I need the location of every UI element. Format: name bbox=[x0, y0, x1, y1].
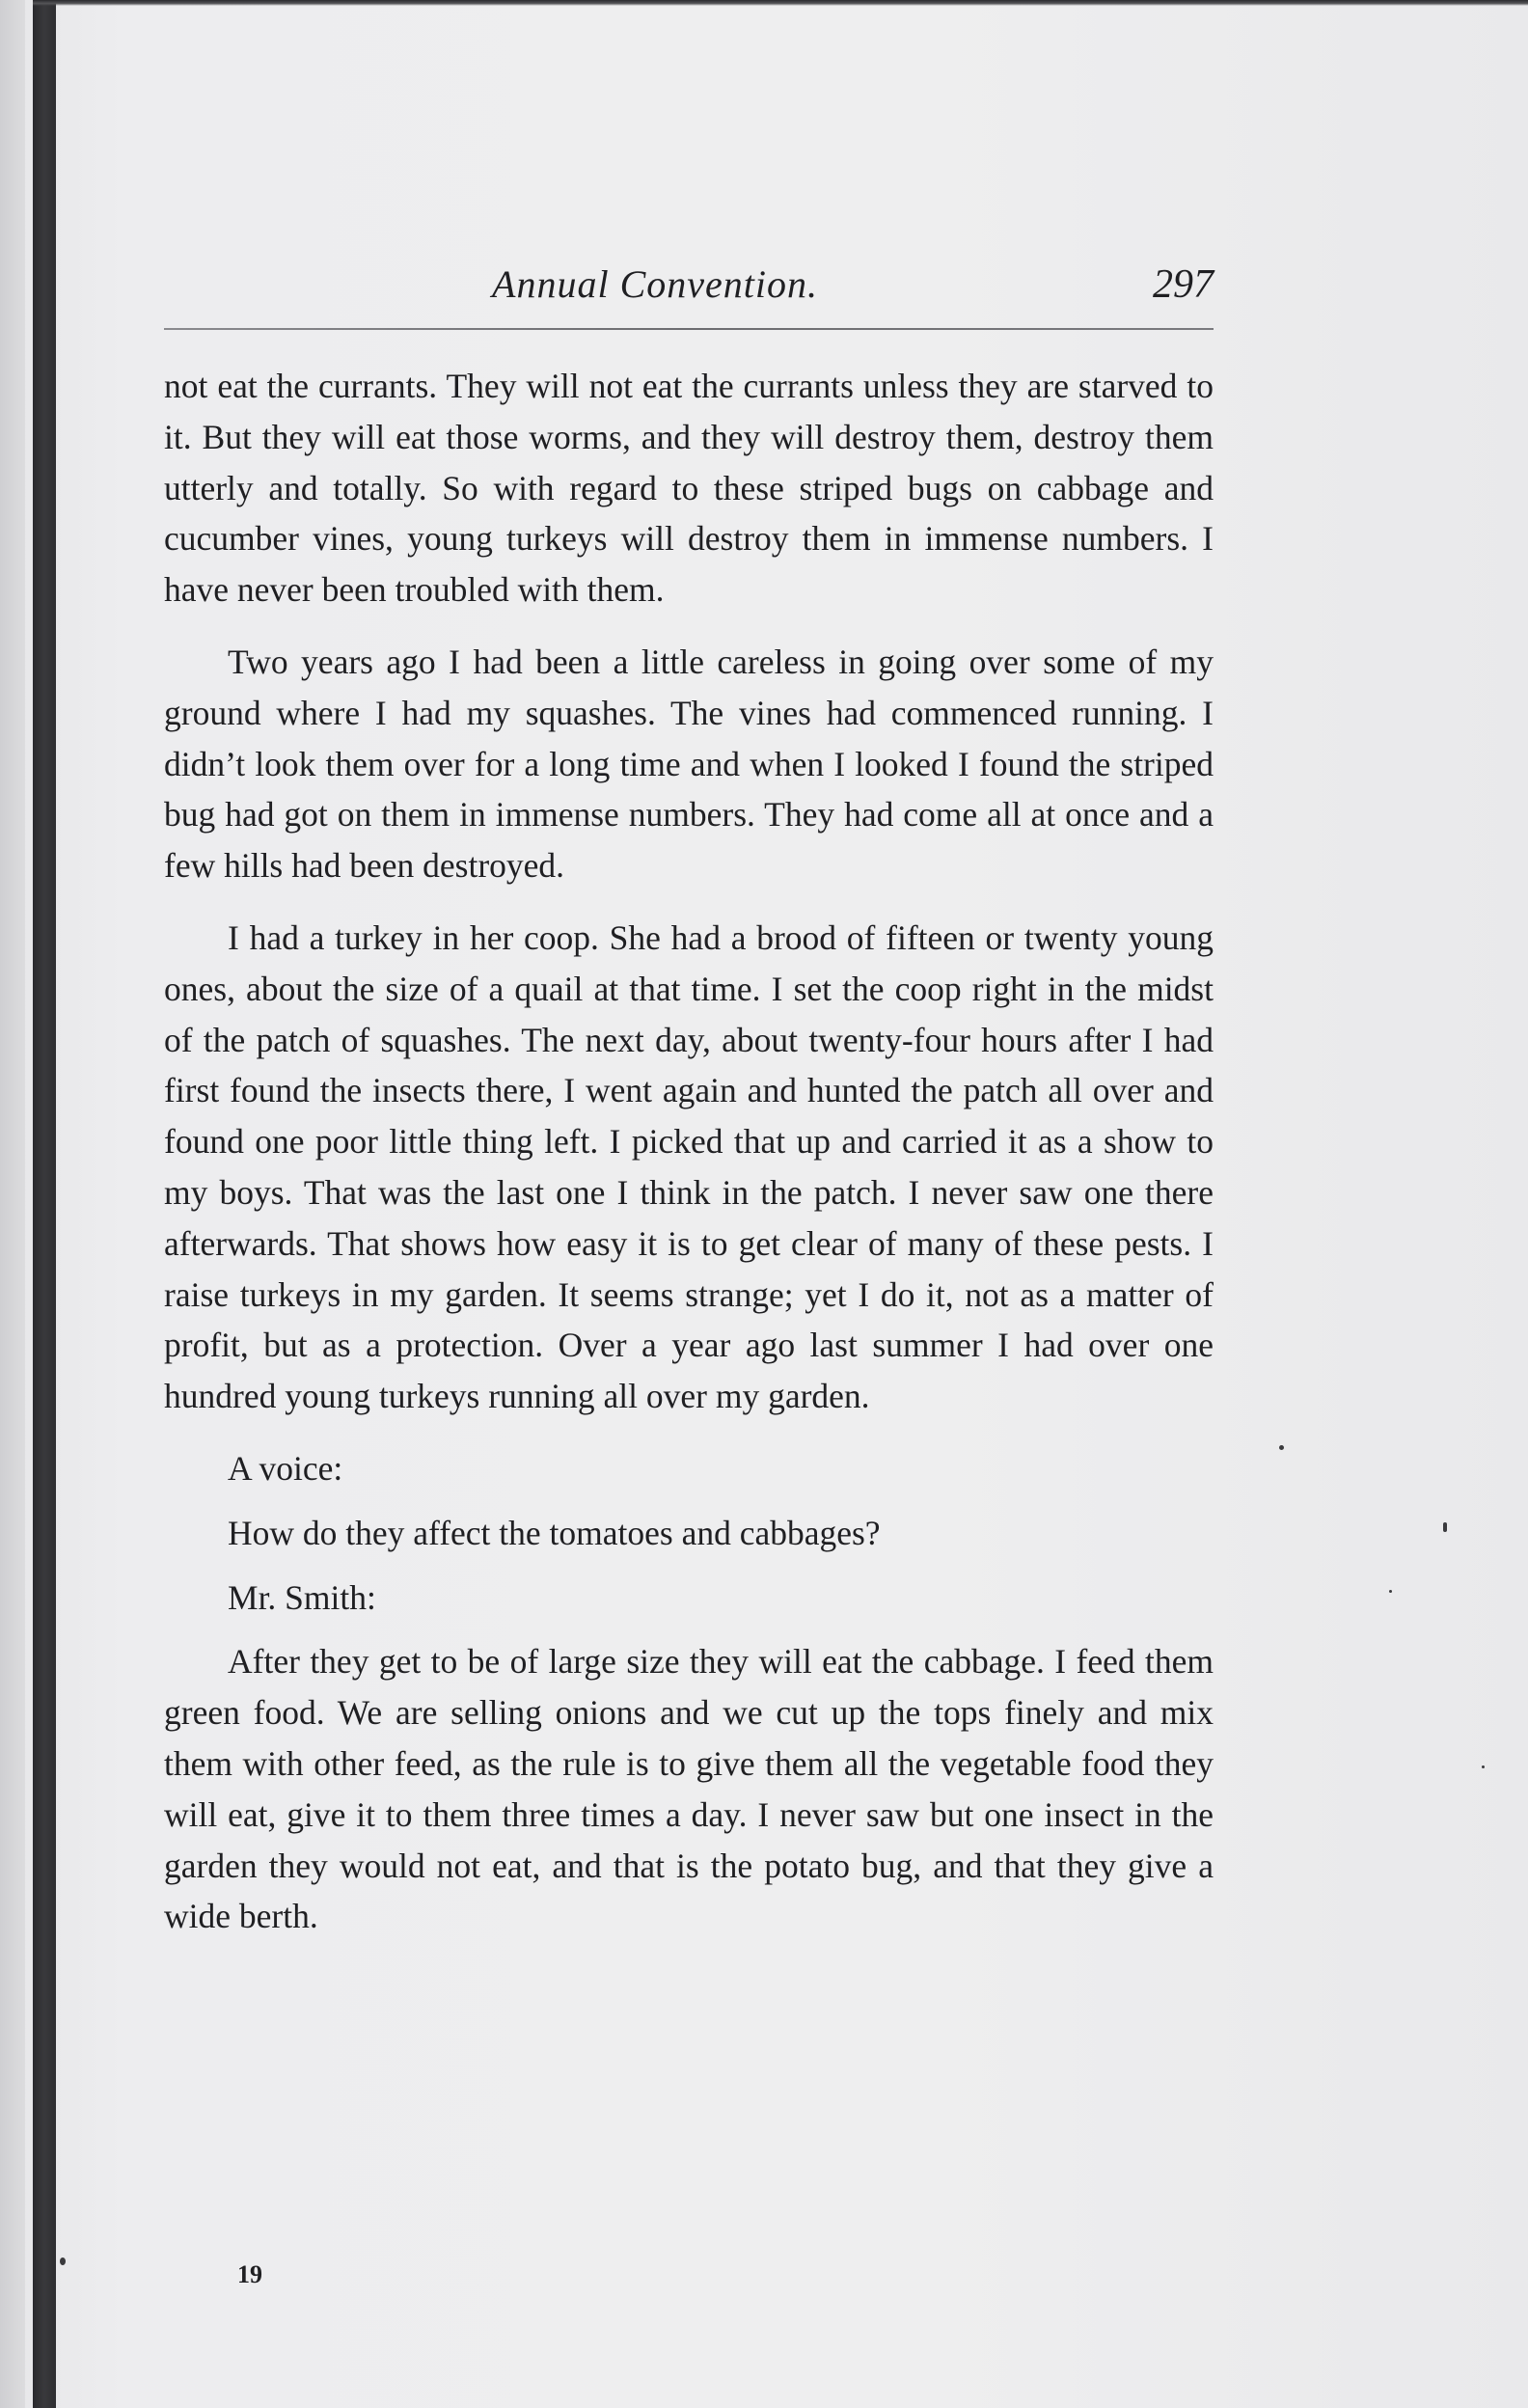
paragraph-continued: not eat the currants. They will not eat the currants unless they are starved to it. But they will eat those worms, and they will destroy them, destroy them utterly and totally. So with regard to these striped bugs on cabbage and cucumber vines, young turkeys will destroy them in immense numbers. I have never been troubled with them. bbox=[164, 367, 1214, 610]
binding-shadow bbox=[0, 0, 25, 2408]
paper-speck bbox=[1279, 1445, 1284, 1450]
paper-speck bbox=[1482, 1765, 1485, 1768]
running-title: Annual Convention. bbox=[492, 262, 818, 306]
running-head bbox=[164, 260, 1214, 328]
signature-mark: 19 bbox=[237, 2260, 262, 2288]
paragraph-squashes: Two years ago I had been a little careless in going over some of my ground where I had my squashes. The vines had commenced running. I didn’t look them over for a long time and when I looked I found the striped bug had got on them in immense numbers. They had come all at once and a few hills had been destroyed. bbox=[164, 642, 1214, 886]
speaker-label-smith: Mr. Smith: bbox=[228, 1577, 376, 1617]
speaker-label-voice: A voice: bbox=[228, 1448, 343, 1488]
book-binding-edge bbox=[33, 0, 56, 2408]
page-top-edge bbox=[33, 0, 1528, 6]
page-number: 297 bbox=[1153, 262, 1214, 307]
header-rule bbox=[164, 328, 1214, 330]
paragraph-turkey-coop: I had a turkey in her coop. She had a brood of fifteen or twenty young ones, about the size of a quail at that time. I set the coop right in the midst of the patch of squashes. The next day, about twenty-four hours after I had first found the insects there, I went again and hunted the patch all over and found one poor little thing left. I picked that up and carried it as a show to my boys. That was the last one I think in the patch. I never saw one there afterwards. That shows how easy it is to get clear of many of these pests. I raise turkeys in my garden. It seems strange; yet I do it, not as a matter of profit, but as a protection. Over a year ago last summer I had over one hundred young turkeys running all over my garden. bbox=[164, 917, 1214, 1416]
audience-question: How do they affect the tomatoes and cabbages? bbox=[228, 1513, 881, 1552]
paragraph-answer: After they get to be of large size they will eat the cabbage. I feed them green food. We are selling onions and we cut up the tops finely and mix them with other feed, as the rule is to give them all the vegetable food they will eat, give it to them three times a day. I never saw but one insect in the garden they would not eat, and that is the potato bug, and that they give a wide berth. bbox=[164, 1642, 1214, 1936]
paper-speck bbox=[1389, 1590, 1392, 1593]
body-text bbox=[164, 361, 1214, 1963]
paper-speck bbox=[60, 2258, 66, 2265]
paper-speck bbox=[1443, 1522, 1447, 1532]
